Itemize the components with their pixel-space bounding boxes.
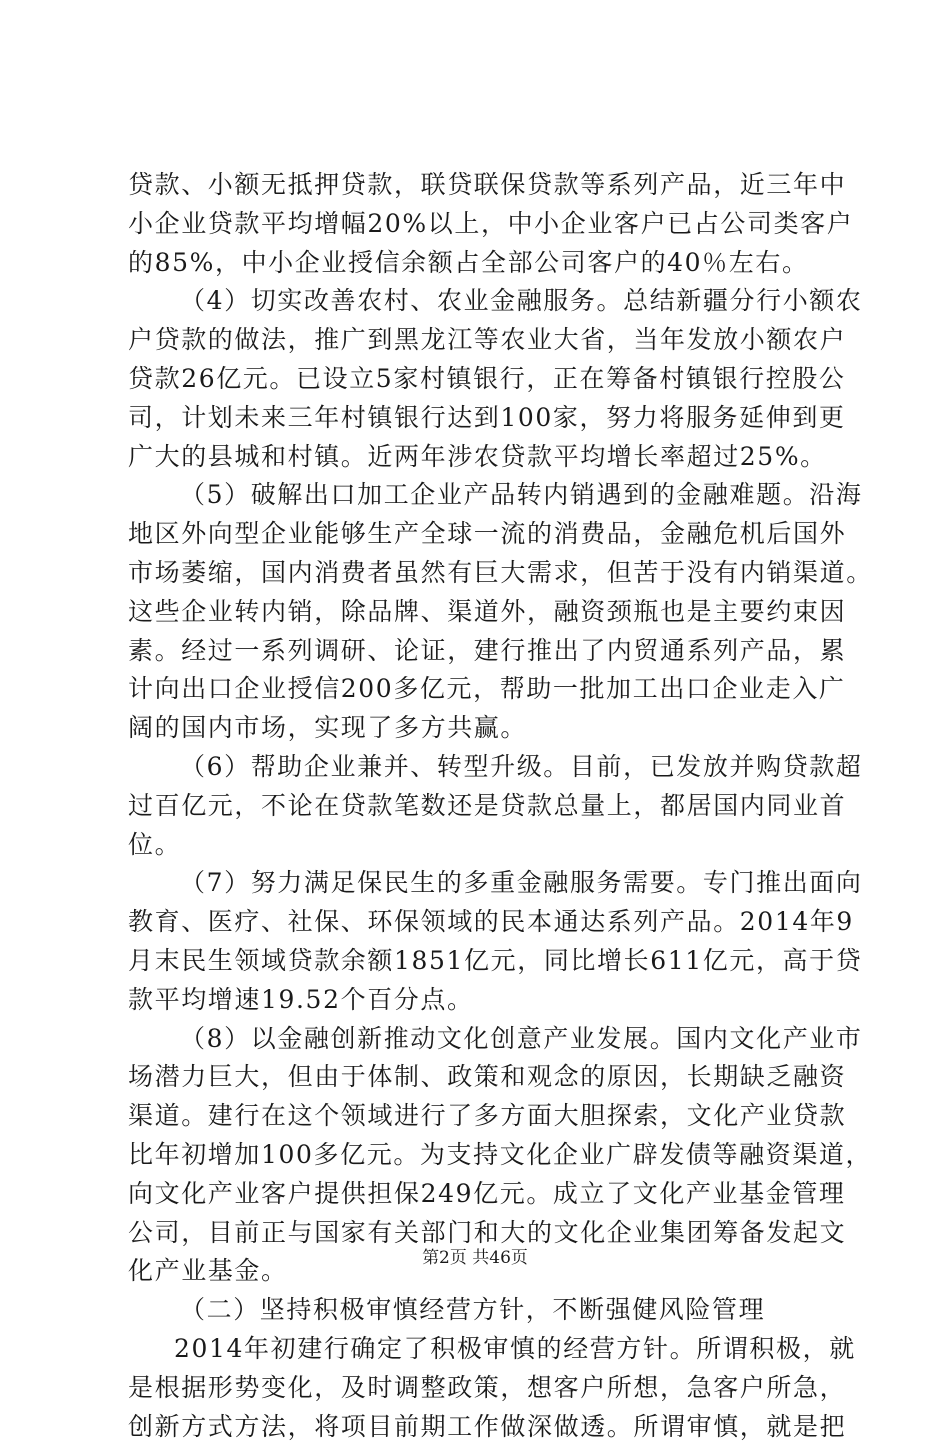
text-line: 贷款、小额无抵押贷款，联贷联保贷款等系列产品，近三年中	[128, 166, 836, 205]
text-line: 计向出口企业授信200多亿元，帮助一批加工出口企业走入广	[128, 670, 836, 709]
text-line: 位。	[128, 826, 836, 865]
page-footer: 第2页 共46页	[0, 1243, 950, 1268]
text-line: （二）坚持积极审慎经营方针，不断强健风险管理	[128, 1291, 836, 1330]
text-line: 公司，目前正与国家有关部门和大的文化企业集团筹备发起文	[128, 1214, 836, 1253]
text-line: 这些企业转内销，除品牌、渠道外，融资颈瓶也是主要约束因	[128, 593, 836, 632]
text-line: 地区外向型企业能够生产全球一流的消费品，金融危机后国外	[128, 515, 836, 554]
text-line: 2014年初建行确定了积极审慎的经营方针。所谓积极，就	[128, 1330, 836, 1369]
text-line: （4）切实改善农村、农业金融服务。总结新疆分行小额农	[128, 282, 836, 321]
text-line: 贷款26亿元。已设立5家村镇银行，正在筹备村镇银行控股公	[128, 360, 836, 399]
text-line: 户贷款的做法，推广到黑龙江等农业大省，当年发放小额农户	[128, 321, 836, 360]
text-line: 的85%，中小企业授信余额占全部公司客户的40％左右。	[128, 244, 836, 283]
text-line: 市场萎缩，国内消费者虽然有巨大需求，但苦于没有内销渠道。	[128, 554, 836, 593]
text-line: 素。经过一系列调研、论证，建行推出了内贸通系列产品，累	[128, 632, 836, 671]
text-line: 款平均增速19.52个百分点。	[128, 981, 836, 1020]
text-line: 比年初增加100多亿元。为支持文化企业广辟发债等融资渠道，	[128, 1136, 836, 1175]
text-line: 创新方式方法，将项目前期工作做深做透。所谓审慎，就是把	[128, 1408, 836, 1446]
text-line: 向文化产业客户提供担保249亿元。成立了文化产业基金管理	[128, 1175, 836, 1214]
text-line: 渠道。建行在这个领域进行了多方面大胆探索，文化产业贷款	[128, 1097, 836, 1136]
text-line: 广大的县城和村镇。近两年涉农贷款平均增长率超过25%。	[128, 438, 836, 477]
text-line: （5）破解出口加工企业产品转内销遇到的金融难题。沿海	[128, 476, 836, 515]
text-line: 化产业基金。	[128, 1252, 836, 1291]
text-line: 场潜力巨大，但由于体制、政策和观念的原因，长期缺乏融资	[128, 1058, 836, 1097]
text-line: （7）努力满足保民生的多重金融服务需要。专门推出面向	[128, 864, 836, 903]
text-line: 月末民生领域贷款余额1851亿元，同比增长611亿元，高于贷	[128, 942, 836, 981]
text-line: 阔的国内市场，实现了多方共赢。	[128, 709, 836, 748]
text-line: 司，计划未来三年村镇银行达到100家，努力将服务延伸到更	[128, 399, 836, 438]
text-line: 教育、医疗、社保、环保领域的民本通达系列产品。2014年9	[128, 903, 836, 942]
text-line: 过百亿元，不论在贷款笔数还是贷款总量上，都居国内同业首	[128, 787, 836, 826]
text-line: （8）以金融创新推动文化创意产业发展。国内文化产业市	[128, 1020, 836, 1059]
text-line: 是根据形势变化，及时调整政策，想客户所想，急客户所急，	[128, 1369, 836, 1408]
text-line: 小企业贷款平均增幅20%以上，中小企业客户已占公司类客户	[128, 205, 836, 244]
text-line: （6）帮助企业兼并、转型升级。目前，已发放并购贷款超	[128, 748, 836, 787]
